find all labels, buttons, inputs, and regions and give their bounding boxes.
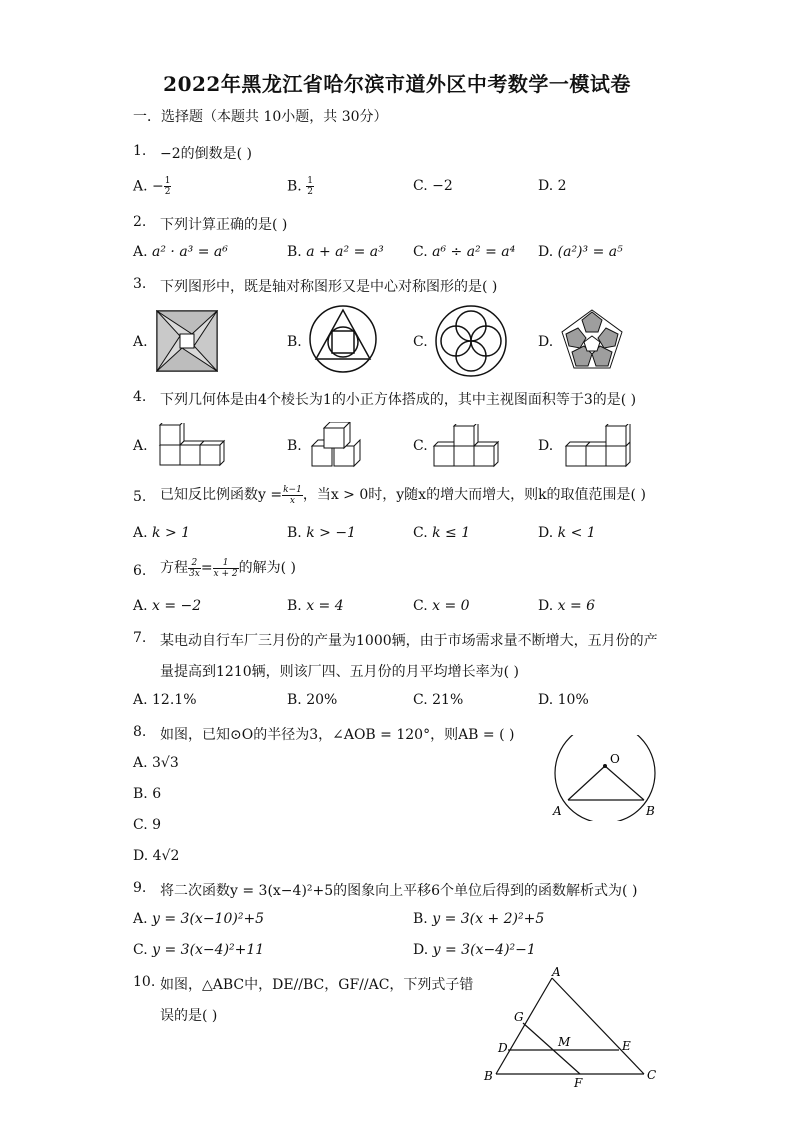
- q7-number: 7.: [133, 630, 147, 646]
- q7-option-a: A. 12.1%: [133, 692, 197, 708]
- q4-figure-c-cubes: [432, 424, 502, 468]
- q2-stem: 下列计算正确的是( ): [160, 217, 288, 233]
- q10-stem-line1: 如图，△ABC中，DE//BC，GF//AC，下列式子错: [160, 977, 474, 993]
- q9-option-a: A. y = 3(x−10)²+5: [133, 911, 265, 927]
- q10-label-m: M: [558, 1035, 571, 1049]
- q10-label-f: F: [574, 1076, 583, 1090]
- q3-figure-c-four-circles: [434, 304, 508, 378]
- q10-label-b: B: [484, 1069, 493, 1083]
- q4-figure-a-cubes: [158, 423, 228, 467]
- q4-option-b-label: B.: [287, 438, 302, 454]
- q5-option-b: B. k > −1: [287, 525, 356, 541]
- q3-option-d-label: D.: [538, 334, 554, 350]
- q6-number: 6.: [133, 563, 147, 579]
- q8-figure-circle: [548, 735, 662, 821]
- q9-number: 9.: [133, 880, 147, 896]
- q8-option-c: C. 9: [133, 817, 162, 833]
- q3-option-b-label: B.: [287, 334, 302, 350]
- q4-figure-b-cubes: [310, 422, 372, 468]
- q8-option-d: D. 4√2: [133, 848, 180, 864]
- q2-number: 2.: [133, 214, 147, 230]
- q5-stem: 已知反比例函数y = $\frac{k-1}{x}$ ，当x > 0时，y随x的增大而增大，则k的取值范围是( ): [160, 484, 646, 506]
- q4-option-a-label: A.: [133, 438, 148, 454]
- q8-option-b: B. 6: [133, 786, 162, 802]
- q4-option-d-label: D.: [538, 438, 554, 454]
- q7-option-d: D. 10%: [538, 692, 589, 708]
- q6-option-d: D. x = 6: [538, 598, 596, 614]
- q10-label-c: C: [647, 1068, 657, 1082]
- q10-label-d: D: [498, 1041, 508, 1055]
- q8-stem: 如图，已知⊙O的半径为3，∠AOB = 120°，则AB = ( ): [160, 727, 515, 743]
- q8-number: 8.: [133, 724, 147, 740]
- q6-stem: 方程 $\frac{2}{3x}$ = $\frac{1}{x + 2}$ 的解为( ): [160, 557, 296, 579]
- q3-stem: 下列图形中，既是轴对称图形又是中心对称图形的是( ): [160, 279, 498, 295]
- q1-option-b: B. $\frac{1}{2}$: [287, 176, 313, 197]
- q10-label-a: A: [552, 965, 561, 979]
- page-title: 2022年黑龙江省哈尔滨市道外区中考数学一模试卷: [163, 72, 631, 96]
- q4-stem: 下列几何体是由4个棱长为1的小正方体搭成的，其中主视图面积等于3的是( ): [160, 392, 637, 408]
- q2-option-a: A. a² · a³ = a⁶: [133, 244, 228, 260]
- section-heading: 一．选择题（本题共 10小题，共 30分）: [133, 109, 388, 125]
- q10-label-g: G: [514, 1010, 524, 1024]
- q4-option-c-label: C.: [413, 438, 428, 454]
- q1-option-d: D. 2: [538, 178, 567, 194]
- q8-option-a: A. 3√3: [133, 755, 179, 771]
- q6-option-b: B. x = 4: [287, 598, 344, 614]
- q3-number: 3.: [133, 276, 147, 292]
- q10-number: 10.: [133, 974, 156, 990]
- q1-option-a: A. − $\frac{1}{2}$: [133, 176, 171, 197]
- q9-stem: 将二次函数y = 3(x−4)²+5的图象向上平移6个单位后得到的函数解析式为( ): [160, 883, 638, 899]
- q2-option-c: C. a⁶ ÷ a² = a⁴: [413, 244, 516, 260]
- q7-option-c: C. 21%: [413, 692, 464, 708]
- q2-option-d: D. (a²)³ = a⁵: [538, 244, 623, 260]
- q8-label-o: O: [610, 752, 620, 766]
- q1-stem: −2的倒数是( ): [160, 146, 253, 162]
- q3-figure-a-pinwheel-square: [156, 310, 218, 372]
- q5-option-c: C. k ≤ 1: [413, 525, 471, 541]
- q5-option-a: A. k > 1: [133, 525, 191, 541]
- q3-option-c-label: C.: [413, 334, 428, 350]
- q10-figure-triangle: [480, 964, 666, 1090]
- q3-option-a-label: A.: [133, 334, 148, 350]
- q5-number: 5.: [133, 489, 147, 505]
- q10-label-e: E: [622, 1039, 631, 1053]
- q9-option-d: D. y = 3(x−4)²−1: [413, 942, 536, 958]
- q8-label-a: A: [553, 804, 562, 818]
- q8-label-b: B: [646, 804, 655, 818]
- q10-stem-line2: 误的是( ): [160, 1008, 218, 1024]
- q7-stem-line2: 量提高到1210辆，则该厂四、五月份的月平均增长率为( ): [160, 664, 520, 680]
- q4-figure-d-cubes: [564, 424, 634, 468]
- q9-option-c: C. y = 3(x−4)²+11: [133, 942, 265, 958]
- q1-number: 1.: [133, 143, 147, 159]
- q7-stem-line1: 某电动自行车厂三月份的产量为1000辆，由于市场需求量不断增大，五月份的产: [160, 633, 658, 649]
- q7-option-b: B. 20%: [287, 692, 338, 708]
- q6-option-c: C. x = 0: [413, 598, 470, 614]
- q3-figure-d-pentagons: [560, 308, 624, 372]
- q1-option-c: C. −2: [413, 178, 453, 194]
- q4-number: 4.: [133, 389, 147, 405]
- q5-option-d: D. k < 1: [538, 525, 596, 541]
- q2-option-b: B. a + a² = a³: [287, 244, 384, 260]
- q9-option-b: B. y = 3(x + 2)²+5: [413, 911, 545, 927]
- q3-figure-b-circle-triangle: [308, 304, 378, 374]
- q6-option-a: A. x = −2: [133, 598, 202, 614]
